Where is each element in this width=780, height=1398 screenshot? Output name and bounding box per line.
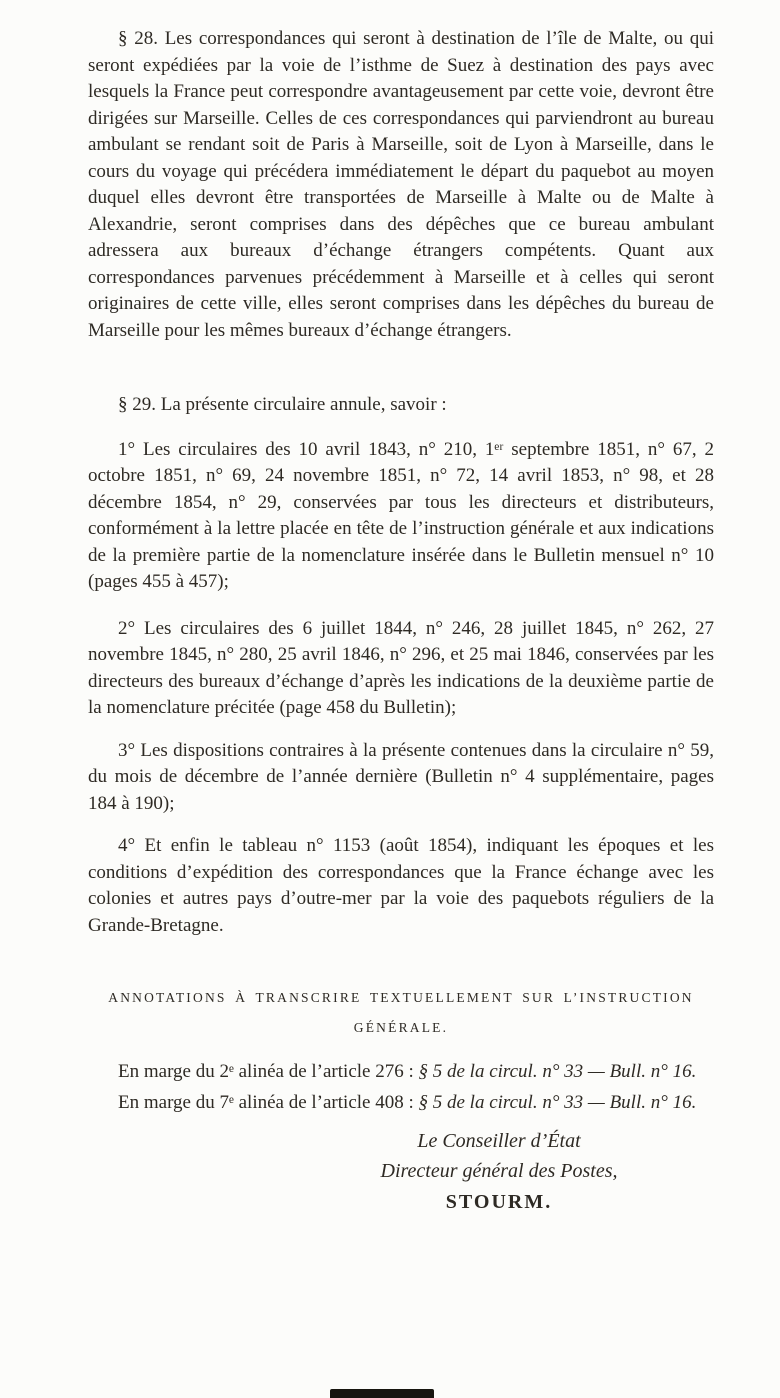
list-item-3: 3° Les dispositions contraires à la présente contenues dans la circulaire n° 59, du mois de décembre de l’année dernière (Bulletin n° 4 supplémentaire, pages 184 à 190);	[88, 739, 714, 814]
margin-note-1-reference: § 5 de la circul. n° 33 — Bull. n° 16.	[418, 1061, 697, 1082]
signature-title-line1: Le Conseiller d’État	[417, 1130, 581, 1152]
margin-note-2-reference: § 5 de la circul. n° 33 — Bull. n° 16.	[418, 1091, 697, 1113]
signature-name: STOURM.	[445, 1191, 553, 1213]
margin-note-1	[88, 1059, 714, 1086]
scan-artifact-bottom	[330, 1389, 434, 1398]
signature-title-line2: Directeur général des Postes,	[380, 1160, 618, 1182]
margin-note-2-lead: En marge du 7ᵉ alinéa de l’article 408 :	[118, 1091, 419, 1113]
annotations-heading-line1: ANNOTATIONS À TRANSCRIRE TEXTUELLEMENT SUR L’INSTRUCTION	[108, 990, 694, 1005]
paragraph-28: § 28. Les correspondances qui seront à destination de l’île de Malte, ou qui seront expédiées par la voie de l’isthme de Suez à destination des pays avec lesquels la France peut correspondre avantageusement par cette voie, devront être dirigées sur Marseille. Celles de ces correspondances qui parviendront au bureau ambulant se rendant soit de Paris à Marseille, soit de Lyon à Marseille, dans le cours du voyage qui précédera immédiatement le départ du paquebot au moyen duquel elles devront être transportées de Marseille à Malte ou de Malte à Alexandrie, seront comprises dans des dépêches que ce bureau ambulant adressera aux bureaux d’échange étrangers compétents. Quant aux correspondances parvenues précédemment à Marseille et à celles qui seront originaires de cette ville, elles seront comprises dans les dépêches du bureau de Marseille pour les mêmes bureaux d’échange étrangers.	[88, 28, 714, 341]
paragraph-29: § 29. La présente circulaire annule, savoir :	[118, 394, 447, 415]
list-item-4: 4° Et enfin le tableau n° 1153 (août 1854), indiquant les époques et les conditions d’expédition des correspondances que la France échange avec les colonies et autres pays d’outre-mer par la voie des paquebots réguliers de la Grande-Bretagne.	[88, 835, 714, 936]
annotations-heading-line2: GÉNÉRALE.	[353, 1020, 449, 1035]
annotations-heading	[88, 983, 714, 1043]
list-item-1: 1° Les circulaires des 10 avril 1843, n° 210, 1ᵉʳ septembre 1851, n° 67, 2 octobre 1851, n° 69, 24 novembre 1851, n° 72, 14 avril 1853, n° 98, et 28 décembre 1854, n° 29, conservées par tous les directeurs et distributeurs, conformément à la lettre placée en tête de l’instruction générale et aux indications de la première partie de la nomenclature insérée dans le Bulletin mensuel n° 10 (pages 455 à 457);	[88, 438, 714, 592]
margin-note-1-lead: En marge du 2ᵉ alinéa de l’article 276 :	[118, 1061, 419, 1082]
signature-block	[334, 1126, 664, 1218]
list-item-2: 2° Les circulaires des 6 juillet 1844, n° 246, 28 juillet 1845, n° 262, 27 novembre 1845, n° 280, 25 avril 1846, n° 296, et 25 mai 1846, conservées par les directeurs des bureaux d’échange d’après les indications de la deuxième partie de la nomenclature précitée (page 458 du Bulletin);	[88, 617, 714, 718]
margin-note-2	[88, 1090, 714, 1117]
